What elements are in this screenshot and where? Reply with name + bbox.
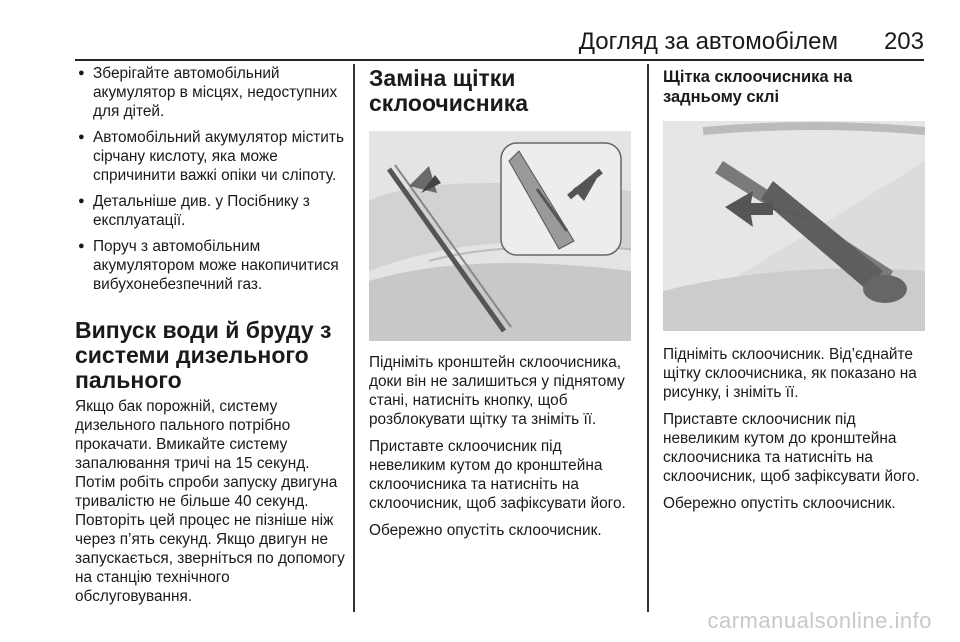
wiper-step-2: Приставте склоочисник під невеликим кутом до кронштейна склоочисника та натисніть на склоочисник, щоб зафіксувати його.	[369, 438, 626, 512]
rear-wiper-step-1: Підніміть склоочисник. Від’єднайте щітку склоочисника, як показано на рисунку, і зніміть її.	[663, 346, 917, 401]
rear-wiper-drawing	[663, 121, 925, 331]
header-rule	[75, 59, 924, 61]
wiper-step-3: Обережно опустіть склоочисник.	[369, 522, 602, 539]
rear-wiper-step-2: Приставте склоочисник під невеликим кутом до кронштейна склоочисника та натисніть на склоочисник, щоб зафіксувати його.	[663, 411, 920, 485]
header-title: Догляд за автомобілем	[578, 28, 838, 55]
warning-list	[75, 64, 345, 294]
column-1	[75, 64, 345, 614]
watermark: carmanualsonline.info	[707, 608, 932, 633]
column-divider-1	[353, 64, 355, 612]
rear-wiper-step-3: Обережно опустіть склоочисник.	[663, 495, 896, 512]
front-wiper-illustration	[369, 131, 631, 341]
section-heading-rear-wiper: Щітка склоочисника на задньому склі	[663, 68, 853, 106]
column-2	[369, 64, 633, 548]
diesel-body-text: Якщо бак порожній, систему дизельного пального потрібно прокачати. Вмикайте систему запалювання тричі на 15 секунд. Потім робіть спроби запуску двигуна тривалістю не більше 40 секунд. Повторіть цей процес не пізніше ніж через п’ять секунд. Якщо двигун не запускається, зверніться по допомогу на станцію технічного обслуговування.	[75, 398, 345, 605]
page-number: 203	[883, 28, 924, 55]
list-item: ● Поруч з автомобільним акумулятором може накопичитися вибухонебезпечний газ.	[75, 237, 345, 294]
front-wiper-drawing	[369, 131, 631, 341]
section-heading-diesel: Випуск води й бруду з системи дизельного пального	[75, 317, 332, 393]
column-3	[663, 64, 927, 521]
list-item: ● Зберігайте автомобільний акумулятор в місцях, недоступних для дітей.	[75, 64, 345, 121]
column-divider-2	[647, 64, 649, 612]
list-item: ● Автомобільний акумулятор містить сірчану кислоту, яка може спричинити важкі опіки чи сліпоту.	[75, 128, 345, 185]
section-heading-wiper: Заміна щітки склоочисника	[369, 65, 529, 116]
list-item: ● Детальніше див. у Посібнику з експлуатації.	[75, 192, 345, 230]
rear-wiper-illustration	[663, 121, 925, 331]
page-header	[75, 24, 924, 60]
wiper-step-1: Підніміть кронштейн склоочисника, доки він не залишиться у піднятому стані, натисніть кнопку, щоб розблокувати щітку та зніміть її.	[369, 354, 625, 428]
